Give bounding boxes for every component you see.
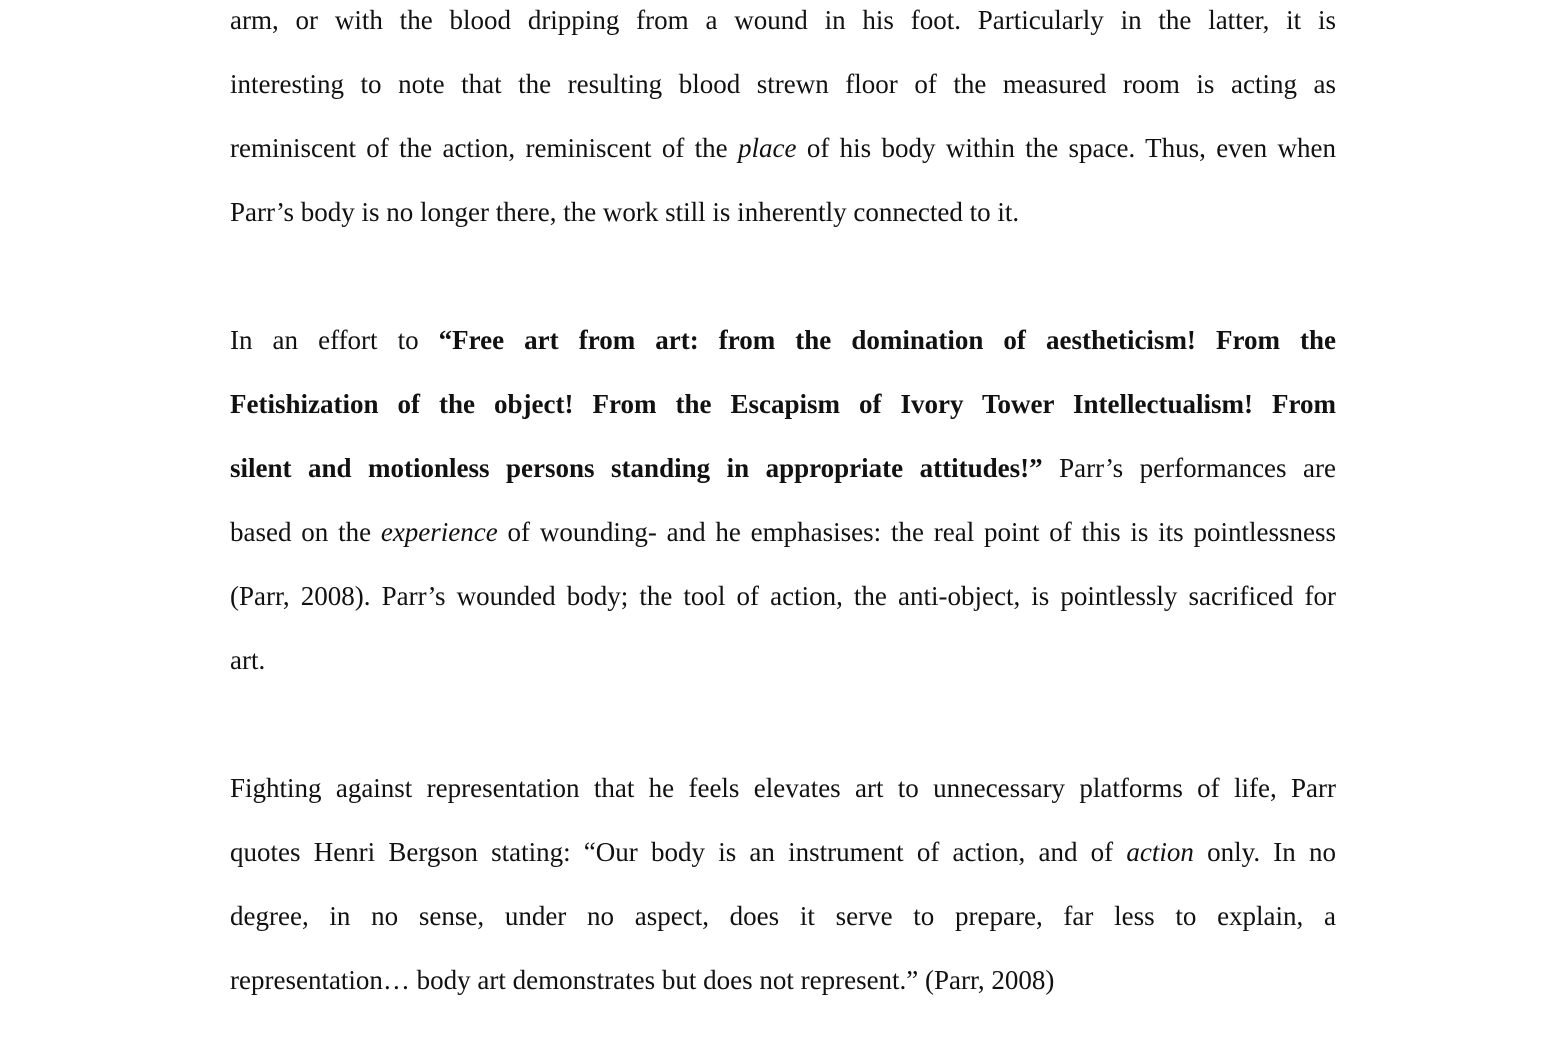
text-run: art. (230, 645, 266, 675)
text-run: Parr’s body is no longer there, the work still is inherently connected to it. (230, 197, 1020, 227)
text-line (230, 448, 1336, 512)
bold-quote-run: “Free art from art: from the domination of aestheticism! From the (438, 325, 1337, 355)
text-line (230, 960, 1336, 1024)
document-page (230, 0, 1336, 1024)
text-run: (Parr, 2008). Parr’s wounded body; the tool of action, the anti-object, is pointlessly sacrificed for (230, 581, 1336, 611)
text-run: degree, in no sense, under no aspect, does it serve to prepare, far less to explain, a (230, 901, 1336, 931)
italic-text-run: place (738, 133, 797, 163)
paragraph-2 (230, 320, 1336, 704)
text-line (230, 512, 1336, 576)
text-run: interesting to note that the resulting blood strewn floor of the measured room is acting as (230, 69, 1336, 99)
paragraph-spacer (230, 704, 1336, 768)
text-run: only. In no (1193, 837, 1336, 867)
text-run: arm, or with the blood dripping from a wound in his foot. Particularly in the latter, it is (230, 5, 1336, 35)
paragraph-1 (230, 0, 1336, 256)
text-line (230, 576, 1336, 640)
text-run: based on the (230, 517, 381, 547)
italic-text-run: experience (380, 517, 498, 547)
text-run: quotes Henri Bergson stating: “Our body is an instrument of action, and of (230, 837, 1127, 867)
text-run: In an effort to (230, 325, 439, 355)
text-line (230, 768, 1336, 832)
italic-text-run: action (1126, 837, 1194, 867)
text-line (230, 320, 1336, 384)
bold-quote-run: silent and motionless persons standing in appropriate attitudes!” (230, 453, 1043, 483)
text-run: of wounding- and he emphasises: the real point of this is its pointlessness (497, 517, 1336, 547)
text-run: of his body within the space. Thus, even when (796, 133, 1336, 163)
text-line (230, 832, 1336, 896)
text-line (230, 384, 1336, 448)
text-run: reminiscent of the action, reminiscent of the (230, 133, 738, 163)
text-line (230, 192, 1336, 256)
text-run: Parr’s performances are (1042, 453, 1336, 483)
text-line (230, 640, 1336, 704)
text-line (230, 128, 1336, 192)
text-run: Fighting against representation that he feels elevates art to unnecessary platforms of life, Parr (230, 773, 1336, 803)
text-line (230, 0, 1336, 64)
paragraph-3 (230, 768, 1336, 1024)
text-line (230, 64, 1336, 128)
bold-quote-run: Fetishization of the object! From the Escapism of Ivory Tower Intellectualism! From (230, 389, 1336, 419)
text-run: representation… body art demonstrates but does not represent.” (Parr, 2008) (230, 965, 1055, 995)
paragraph-spacer (230, 256, 1336, 320)
text-line (230, 896, 1336, 960)
